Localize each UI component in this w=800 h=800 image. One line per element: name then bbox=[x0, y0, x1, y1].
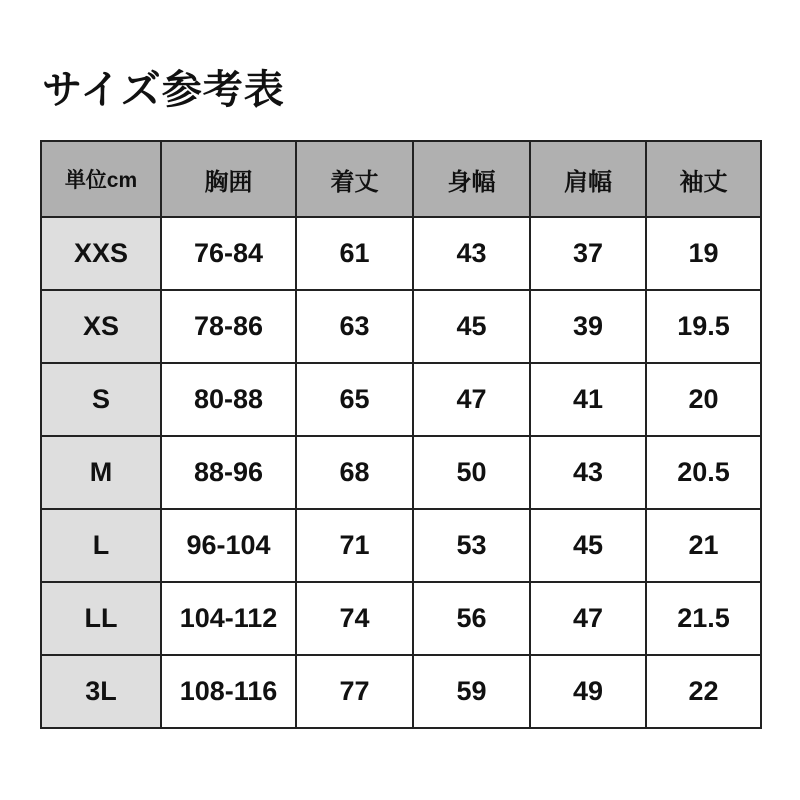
cell-shoulder: 41 bbox=[530, 363, 646, 436]
column-header-shoulder: 肩幅 bbox=[530, 141, 646, 217]
cell-width: 59 bbox=[413, 655, 530, 728]
table-row bbox=[41, 217, 761, 290]
size-table-container bbox=[40, 140, 760, 729]
column-header-chest: 胸囲 bbox=[161, 141, 296, 217]
size-label: S bbox=[41, 363, 161, 436]
cell-width: 53 bbox=[413, 509, 530, 582]
cell-length: 68 bbox=[296, 436, 413, 509]
cell-chest: 96-104 bbox=[161, 509, 296, 582]
cell-sleeve: 22 bbox=[646, 655, 761, 728]
cell-chest: 104-112 bbox=[161, 582, 296, 655]
size-label: L bbox=[41, 509, 161, 582]
table-header bbox=[41, 141, 761, 217]
cell-length: 63 bbox=[296, 290, 413, 363]
cell-width: 50 bbox=[413, 436, 530, 509]
cell-length: 71 bbox=[296, 509, 413, 582]
table-header-row bbox=[41, 141, 761, 217]
size-label: XXS bbox=[41, 217, 161, 290]
cell-chest: 78-86 bbox=[161, 290, 296, 363]
cell-sleeve: 20 bbox=[646, 363, 761, 436]
size-label: M bbox=[41, 436, 161, 509]
table-row bbox=[41, 655, 761, 728]
cell-width: 43 bbox=[413, 217, 530, 290]
cell-shoulder: 45 bbox=[530, 509, 646, 582]
cell-width: 56 bbox=[413, 582, 530, 655]
cell-shoulder: 47 bbox=[530, 582, 646, 655]
cell-chest: 108-116 bbox=[161, 655, 296, 728]
cell-sleeve: 19.5 bbox=[646, 290, 761, 363]
size-label: LL bbox=[41, 582, 161, 655]
cell-length: 61 bbox=[296, 217, 413, 290]
cell-length: 77 bbox=[296, 655, 413, 728]
cell-length: 74 bbox=[296, 582, 413, 655]
cell-shoulder: 39 bbox=[530, 290, 646, 363]
cell-chest: 80-88 bbox=[161, 363, 296, 436]
page-title: サイズ参考表 bbox=[42, 68, 285, 112]
cell-shoulder: 49 bbox=[530, 655, 646, 728]
size-label: 3L bbox=[41, 655, 161, 728]
column-header-width: 身幅 bbox=[413, 141, 530, 217]
cell-length: 65 bbox=[296, 363, 413, 436]
cell-sleeve: 20.5 bbox=[646, 436, 761, 509]
cell-shoulder: 37 bbox=[530, 217, 646, 290]
cell-chest: 88-96 bbox=[161, 436, 296, 509]
table-row bbox=[41, 290, 761, 363]
table-row bbox=[41, 363, 761, 436]
table-body bbox=[41, 217, 761, 728]
table-row bbox=[41, 436, 761, 509]
cell-width: 47 bbox=[413, 363, 530, 436]
table-row bbox=[41, 582, 761, 655]
column-header-unit: 単位cm bbox=[41, 141, 161, 217]
cell-sleeve: 21.5 bbox=[646, 582, 761, 655]
cell-width: 45 bbox=[413, 290, 530, 363]
size-table bbox=[40, 140, 762, 729]
table-row bbox=[41, 509, 761, 582]
column-header-sleeve: 袖丈 bbox=[646, 141, 761, 217]
cell-shoulder: 43 bbox=[530, 436, 646, 509]
cell-sleeve: 19 bbox=[646, 217, 761, 290]
cell-chest: 76-84 bbox=[161, 217, 296, 290]
column-header-length: 着丈 bbox=[296, 141, 413, 217]
size-label: XS bbox=[41, 290, 161, 363]
cell-sleeve: 21 bbox=[646, 509, 761, 582]
